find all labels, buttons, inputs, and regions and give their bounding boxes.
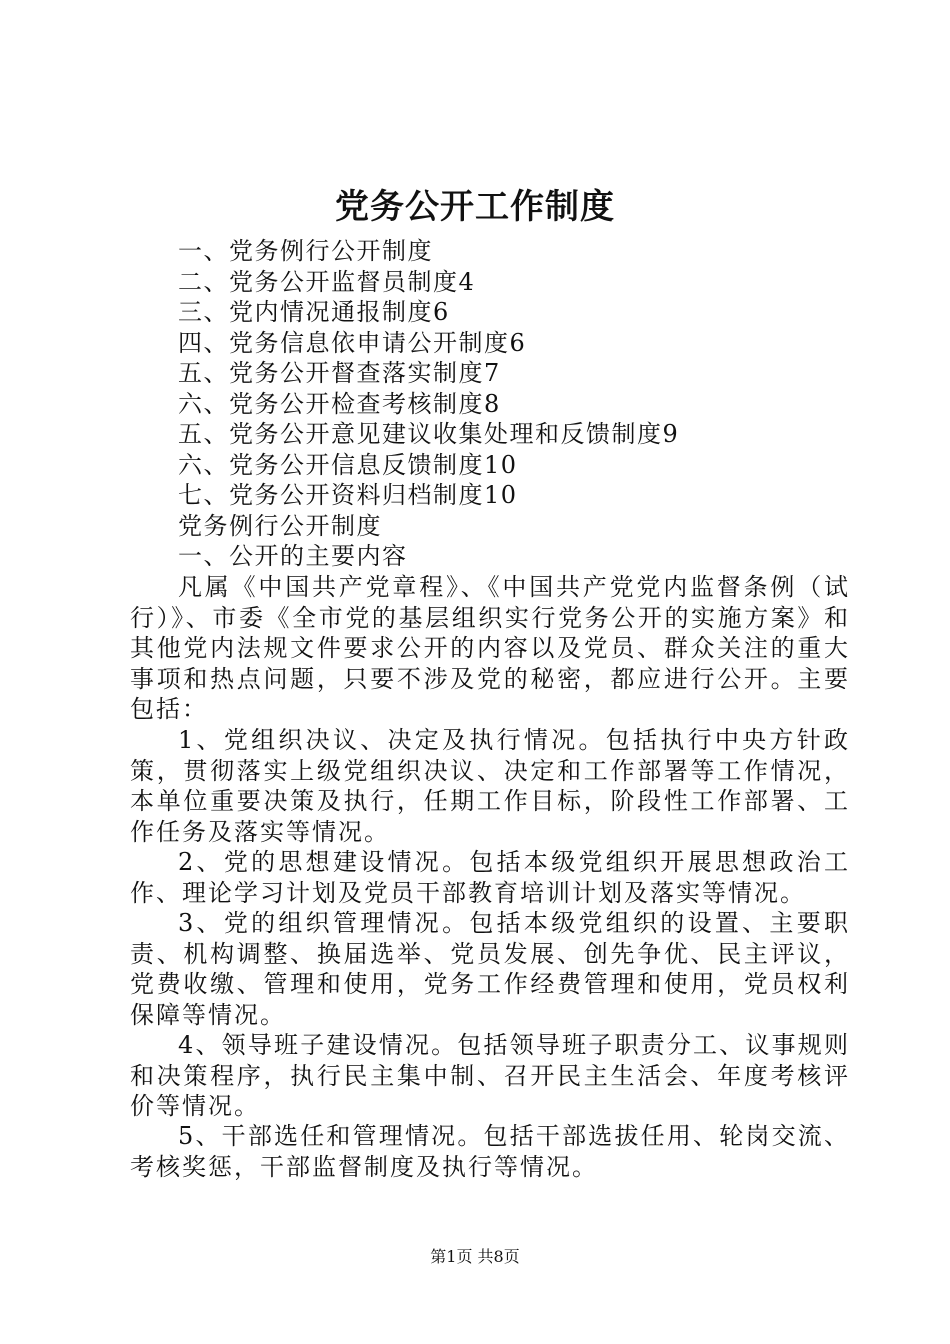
toc-item: 七、党务公开资料归档制度10 (178, 481, 518, 509)
toc-item: 六、党务公开检查考核制度8 (178, 389, 501, 418)
toc-item: 五、党务公开督查落实制度7 (178, 359, 501, 387)
toc-item: 四、党务信息依申请公开制度6 (178, 328, 527, 357)
table-of-contents (178, 236, 878, 511)
page-footer: 第1页 共8页 (430, 1247, 520, 1266)
body-paragraph: 2、党的思想建设情况。包括本级党组织开展思想政治工作、理论学习计划及党员干部教育培训计划及落实等情况。 (130, 848, 850, 907)
toc-item: 二、党务公开监督员制度4 (178, 267, 476, 296)
body-paragraph: 凡属《中国共产党章程》、《中国共产党党内监督条例（试行）》、市委《全市党的基层组织实行党务公开的实施方案》和其他党内法规文件要求公开的内容以及党员、群众关注的重大事项和热点问题，只要不涉及党的秘密，都应进行公开。主要包括： (130, 573, 850, 723)
toc-item: 三、党内情况通报制度6 (178, 298, 450, 326)
document-title: 党务公开工作制度 (335, 187, 615, 227)
body-paragraph: 5、干部选任和管理情况。包括干部选拔任用、轮岗交流、考核奖惩，干部监督制度及执行等情况。 (130, 1122, 850, 1181)
toc-item: 五、党务公开意见建议收集处理和反馈制度9 (178, 420, 680, 448)
toc-item: 一、党务例行公开制度 (178, 237, 433, 265)
subsection-title: 一、公开的主要内容 (178, 542, 408, 570)
toc-item: 六、党务公开信息反馈制度10 (178, 450, 518, 479)
body-paragraph: 1、党组织决议、决定及执行情况。包括执行中央方针政策，贯彻落实上级党组织决议、决定和工作部署等工作情况，本单位重要决策及执行，任期工作目标，阶段性工作部署、工作任务及落实等情况。 (130, 726, 850, 846)
body-paragraph: 4、领导班子建设情况。包括领导班子职责分工、议事规则和决策程序，执行民主集中制、召开民主生活会、年度考核评价等情况。 (130, 1031, 850, 1120)
section-title: 党务例行公开制度 (178, 512, 382, 540)
body-paragraph: 3、党的组织管理情况。包括本级党组织的设置、主要职责、机构调整、换届选举、党员发展、创先争优、民主评议，党费收缴、管理和使用，党务工作经费管理和使用，党员权利保障等情况。 (130, 909, 850, 1029)
